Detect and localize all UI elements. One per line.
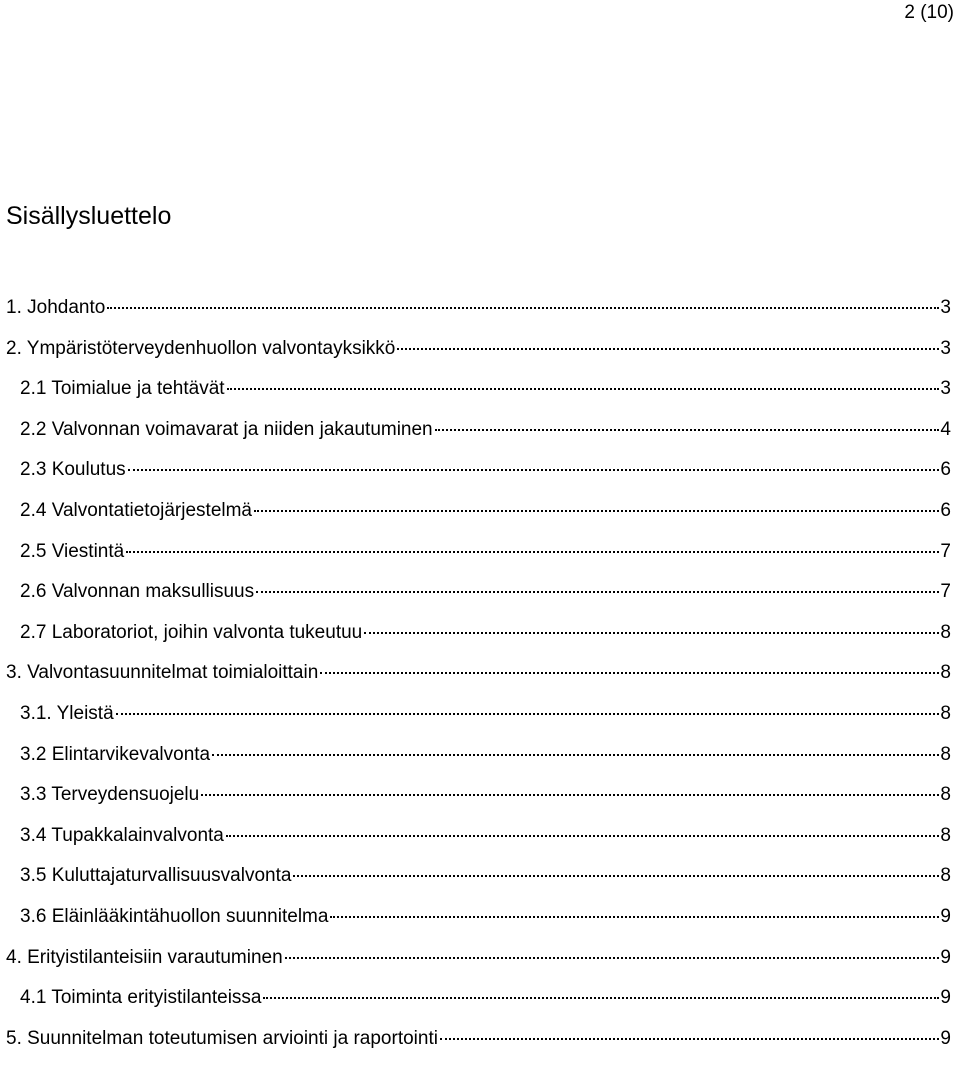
toc-entry-label[interactable]: 2.2 Valvonnan voimavarat ja niiden jakautuminen (20, 418, 433, 440)
toc-entry-label[interactable]: 2.3 Koulutus (20, 459, 126, 481)
toc-entry-page[interactable]: 3 (940, 378, 951, 400)
dot-leader (435, 429, 940, 431)
toc-entry-page[interactable]: 9 (940, 946, 951, 968)
toc-entry[interactable] (6, 418, 951, 459)
toc-entry-label[interactable]: 3.1. Yleistä (20, 702, 114, 724)
toc-entry-label[interactable]: 1. Johdanto (6, 297, 106, 318)
toc-entry-label[interactable]: 3.6 Eläinlääkintähuollon suunnitelma (20, 905, 329, 927)
toc-entry[interactable] (6, 296, 951, 337)
toc-entry-label[interactable]: 3. Valvontasuunnitelmat toimialoittain (6, 662, 319, 684)
dot-leader (285, 957, 940, 959)
dot-leader (126, 551, 939, 553)
toc-entry-label[interactable]: 2. Ympäristöterveydenhuollon valvontayksikkö (6, 337, 396, 359)
dot-leader (116, 713, 940, 715)
toc-entry-label[interactable]: 3.5 Kuluttajaturvallisuusvalvonta (20, 865, 292, 887)
toc-entry-page[interactable]: 8 (940, 702, 951, 724)
dot-leader (107, 307, 939, 309)
dot-leader (128, 469, 940, 471)
dot-leader (254, 510, 939, 512)
toc-entry-label[interactable]: 3.4 Tupakkalainvalvonta (20, 824, 224, 846)
toc-entry-page[interactable]: 4 (940, 418, 951, 440)
toc-entry[interactable] (6, 986, 951, 1027)
dot-leader (320, 672, 939, 674)
toc-entry[interactable] (6, 1027, 951, 1067)
toc-entry-label[interactable]: 5. Suunnitelman toteutumisen arviointi ja raportointi (6, 1027, 438, 1049)
toc-entry-page[interactable]: 8 (940, 784, 951, 806)
dot-leader (293, 875, 939, 877)
toc-entry-page[interactable]: 9 (940, 987, 951, 1009)
toc-entry-label[interactable]: 2.6 Valvonnan maksullisuus (20, 581, 255, 603)
toc-entry-page[interactable]: 8 (940, 621, 951, 643)
dot-leader (440, 1038, 939, 1040)
page-indicator: 2 (10) (904, 2, 954, 23)
dot-leader (256, 591, 939, 593)
toc-entry-page[interactable]: 6 (940, 499, 951, 521)
toc-title: Sisällysluettelo (6, 202, 172, 230)
toc-entry[interactable] (6, 661, 951, 702)
toc-entry-page[interactable]: 9 (940, 905, 951, 927)
dot-leader (263, 997, 939, 999)
toc-entry-page[interactable]: 7 (940, 540, 951, 562)
toc-entry-label[interactable]: 4. Erityistilanteisiin varautuminen (6, 946, 283, 968)
toc-entry-page[interactable]: 3 (940, 297, 951, 318)
toc-entry[interactable] (6, 621, 951, 662)
toc-entry[interactable] (6, 743, 951, 784)
toc-entry[interactable] (6, 905, 951, 946)
table-of-contents (6, 296, 951, 1067)
toc-entry[interactable] (6, 377, 951, 418)
toc-entry-page[interactable]: 8 (940, 743, 951, 765)
dot-leader (364, 632, 939, 634)
dot-leader (201, 794, 939, 796)
toc-entry[interactable] (6, 946, 951, 987)
toc-entry-page[interactable]: 8 (940, 865, 951, 887)
toc-entry-label[interactable]: 2.1 Toimialue ja tehtävät (20, 378, 225, 400)
toc-entry-page[interactable]: 8 (940, 824, 951, 846)
dot-leader (227, 388, 940, 390)
dot-leader (226, 835, 940, 837)
toc-entry-label[interactable]: 2.7 Laboratoriot, joihin valvonta tukeutuu (20, 621, 363, 643)
toc-entry-page[interactable]: 7 (940, 581, 951, 603)
toc-entry-page[interactable]: 3 (940, 337, 951, 359)
dot-leader (397, 348, 939, 350)
toc-entry[interactable] (6, 824, 951, 865)
toc-entry[interactable] (6, 864, 951, 905)
toc-entry[interactable] (6, 783, 951, 824)
toc-entry-label[interactable]: 3.3 Terveydensuojelu (20, 784, 200, 806)
toc-entry-page[interactable]: 9 (940, 1027, 951, 1049)
toc-entry[interactable] (6, 702, 951, 743)
toc-entry[interactable] (6, 580, 951, 621)
dot-leader (212, 754, 939, 756)
toc-entry-page[interactable]: 6 (940, 459, 951, 481)
toc-entry[interactable] (6, 458, 951, 499)
toc-entry-label[interactable]: 2.4 Valvontatietojärjestelmä (20, 499, 252, 521)
toc-entry-label[interactable]: 4.1 Toiminta erityistilanteissa (20, 987, 262, 1009)
toc-entry[interactable] (6, 337, 951, 378)
toc-entry[interactable] (6, 540, 951, 581)
toc-entry[interactable] (6, 499, 951, 540)
toc-entry-label[interactable]: 3.2 Elintarvikevalvonta (20, 743, 211, 765)
toc-entry-page[interactable]: 8 (940, 662, 951, 684)
dot-leader (330, 916, 939, 918)
toc-entry-label[interactable]: 2.5 Viestintä (20, 540, 125, 562)
